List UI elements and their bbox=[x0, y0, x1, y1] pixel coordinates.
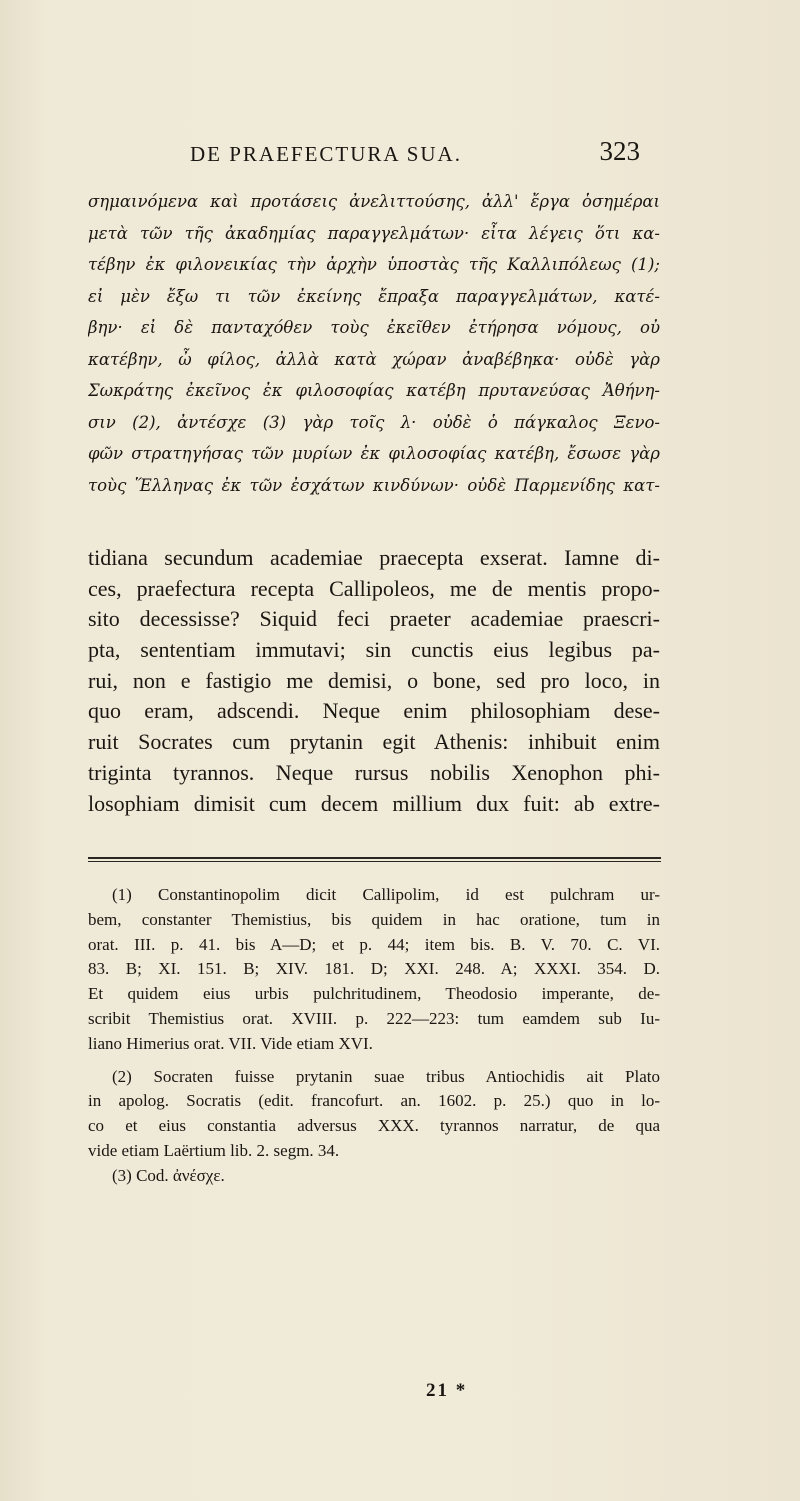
latin-line: tidiana secundum academiae praecepta exserat. Iamne di- bbox=[88, 545, 660, 570]
greek-line: σιν (2), ἀντέσχε (3) γὰρ τοῖς λ· οὐδὲ ὁ πάγκαλος Ξενο- bbox=[88, 412, 660, 432]
latin-line: rui, non e fastigio me demisi, o bone, sed pro loco, in bbox=[88, 667, 660, 693]
footnote-line: bem, constanter Themistius, bis quidem in hac oratione, tum in bbox=[88, 909, 660, 929]
footnote-line: co et eius constantia adversus XXX. tyrannos narratur, de qua bbox=[88, 1116, 660, 1136]
greek-line: τέβην ἐκ φιλονεικίας τὴν ἀρχὴν ὑποστὰς τῆς Καλλιπόλεως (1); bbox=[88, 255, 660, 274]
latin-line: quo eram, adscendi. Neque enim philosophiam dese- bbox=[88, 698, 660, 724]
footnote-divider-thick bbox=[88, 857, 661, 859]
greek-text-block bbox=[88, 186, 660, 501]
page-header bbox=[190, 136, 640, 176]
footnote-3 bbox=[88, 1164, 660, 1189]
greek-line: Σωκράτης ἐκεῖνος ἐκ φιλοσοφίας κατέβη πρυτανεύσας Ἀθήνη- bbox=[88, 381, 660, 400]
gathering-signature: 21 * bbox=[426, 1380, 468, 1401]
footnote-line: orat. III. p. 41. bis A—D; et p. 44; item bis. B. V. 70. C. VI. bbox=[88, 934, 660, 954]
footnote-line: Et quidem eius urbis pulchritudinem, Theodosio imperante, de- bbox=[88, 984, 660, 1004]
footnote-divider-thin bbox=[88, 861, 661, 862]
footnote-line: vide etiam Laërtium lib. 2. segm. 34. bbox=[88, 1140, 340, 1160]
footnote-2 bbox=[88, 1065, 660, 1164]
page-number: 323 bbox=[599, 136, 640, 166]
latin-line: ruit Socrates cum prytanin egit Athenis: inhibuit enim bbox=[88, 729, 660, 755]
footnote-line: (2) Socraten fuisse prytanin suae tribus Antiochidis ait Plato bbox=[112, 1066, 660, 1086]
footnote-1 bbox=[88, 883, 660, 1057]
footnote-line: (3) Cod. ἀνέσχε. bbox=[112, 1165, 225, 1185]
greek-line: σημαινόμενα καὶ προτάσεις ἀνελιττούσης, ἀλλ' ἔργα ὁσημέραι bbox=[88, 192, 660, 211]
footnotes bbox=[88, 883, 660, 1189]
footnote-line: in apolog. Socratis (edit. francofurt. an. 1602. p. 25.) quo in lo- bbox=[88, 1091, 660, 1111]
greek-line: εἰ μὲν ἔξω τι τῶν ἐκείνης ἔπραξα παραγγελμάτων, κατέ- bbox=[88, 286, 660, 306]
greek-line: τοὺς Ἕλληνας ἐκ τῶν ἐσχάτων κινδύνων· οὐδὲ Παρμενίδης κατ- bbox=[88, 475, 660, 495]
latin-line: losophiam dimisit cum decem millium dux fuit: ab extre- bbox=[88, 790, 660, 816]
greek-line: βην· εἰ δὲ πανταχόθεν τοὺς ἐκεῖθεν ἐτήρησα νόμους, οὐ bbox=[88, 318, 660, 337]
footnote-line: 83. B; XI. 151. B; XIV. 181. D; XXI. 248. A; XXXI. 354. D. bbox=[88, 959, 660, 979]
footnote-line: scribit Themistius orat. XVIII. p. 222—223: tum eamdem sub Iu- bbox=[88, 1008, 660, 1028]
latin-line: ces, praefectura recepta Callipoleos, me de mentis propo- bbox=[88, 575, 660, 601]
greek-line: φῶν στρατηγήσας τῶν μυρίων ἐκ φιλοσοφίας κατέβη, ἔσωσε γὰρ bbox=[88, 444, 660, 463]
latin-line: pta, sententiam immutavi; sin cunctis eius legibus pa- bbox=[88, 637, 660, 663]
footnote-line: liano Himerius orat. VII. Vide etiam XVI. bbox=[88, 1033, 373, 1053]
latin-line: triginta tyrannos. Neque rursus nobilis Xenophon phi- bbox=[88, 759, 660, 785]
latin-line: sito decessisse? Siquid feci praeter academiae praescri- bbox=[88, 606, 660, 632]
greek-line: κατέβην, ὦ φίλος, ἀλλὰ κατὰ χώραν ἀναβέβηκα· οὐδὲ γὰρ bbox=[88, 349, 660, 369]
latin-translation-block bbox=[88, 543, 660, 819]
greek-line: μετὰ τῶν τῆς ἀκαδημίας παραγγελμάτων· εἶτα λέγεις ὅτι κα- bbox=[88, 223, 660, 243]
running-head: DE PRAEFECTURA SUA. bbox=[190, 142, 462, 166]
footnote-line: (1) Constantinopolim dicit Callipolim, id est pulchram ur- bbox=[112, 885, 660, 904]
